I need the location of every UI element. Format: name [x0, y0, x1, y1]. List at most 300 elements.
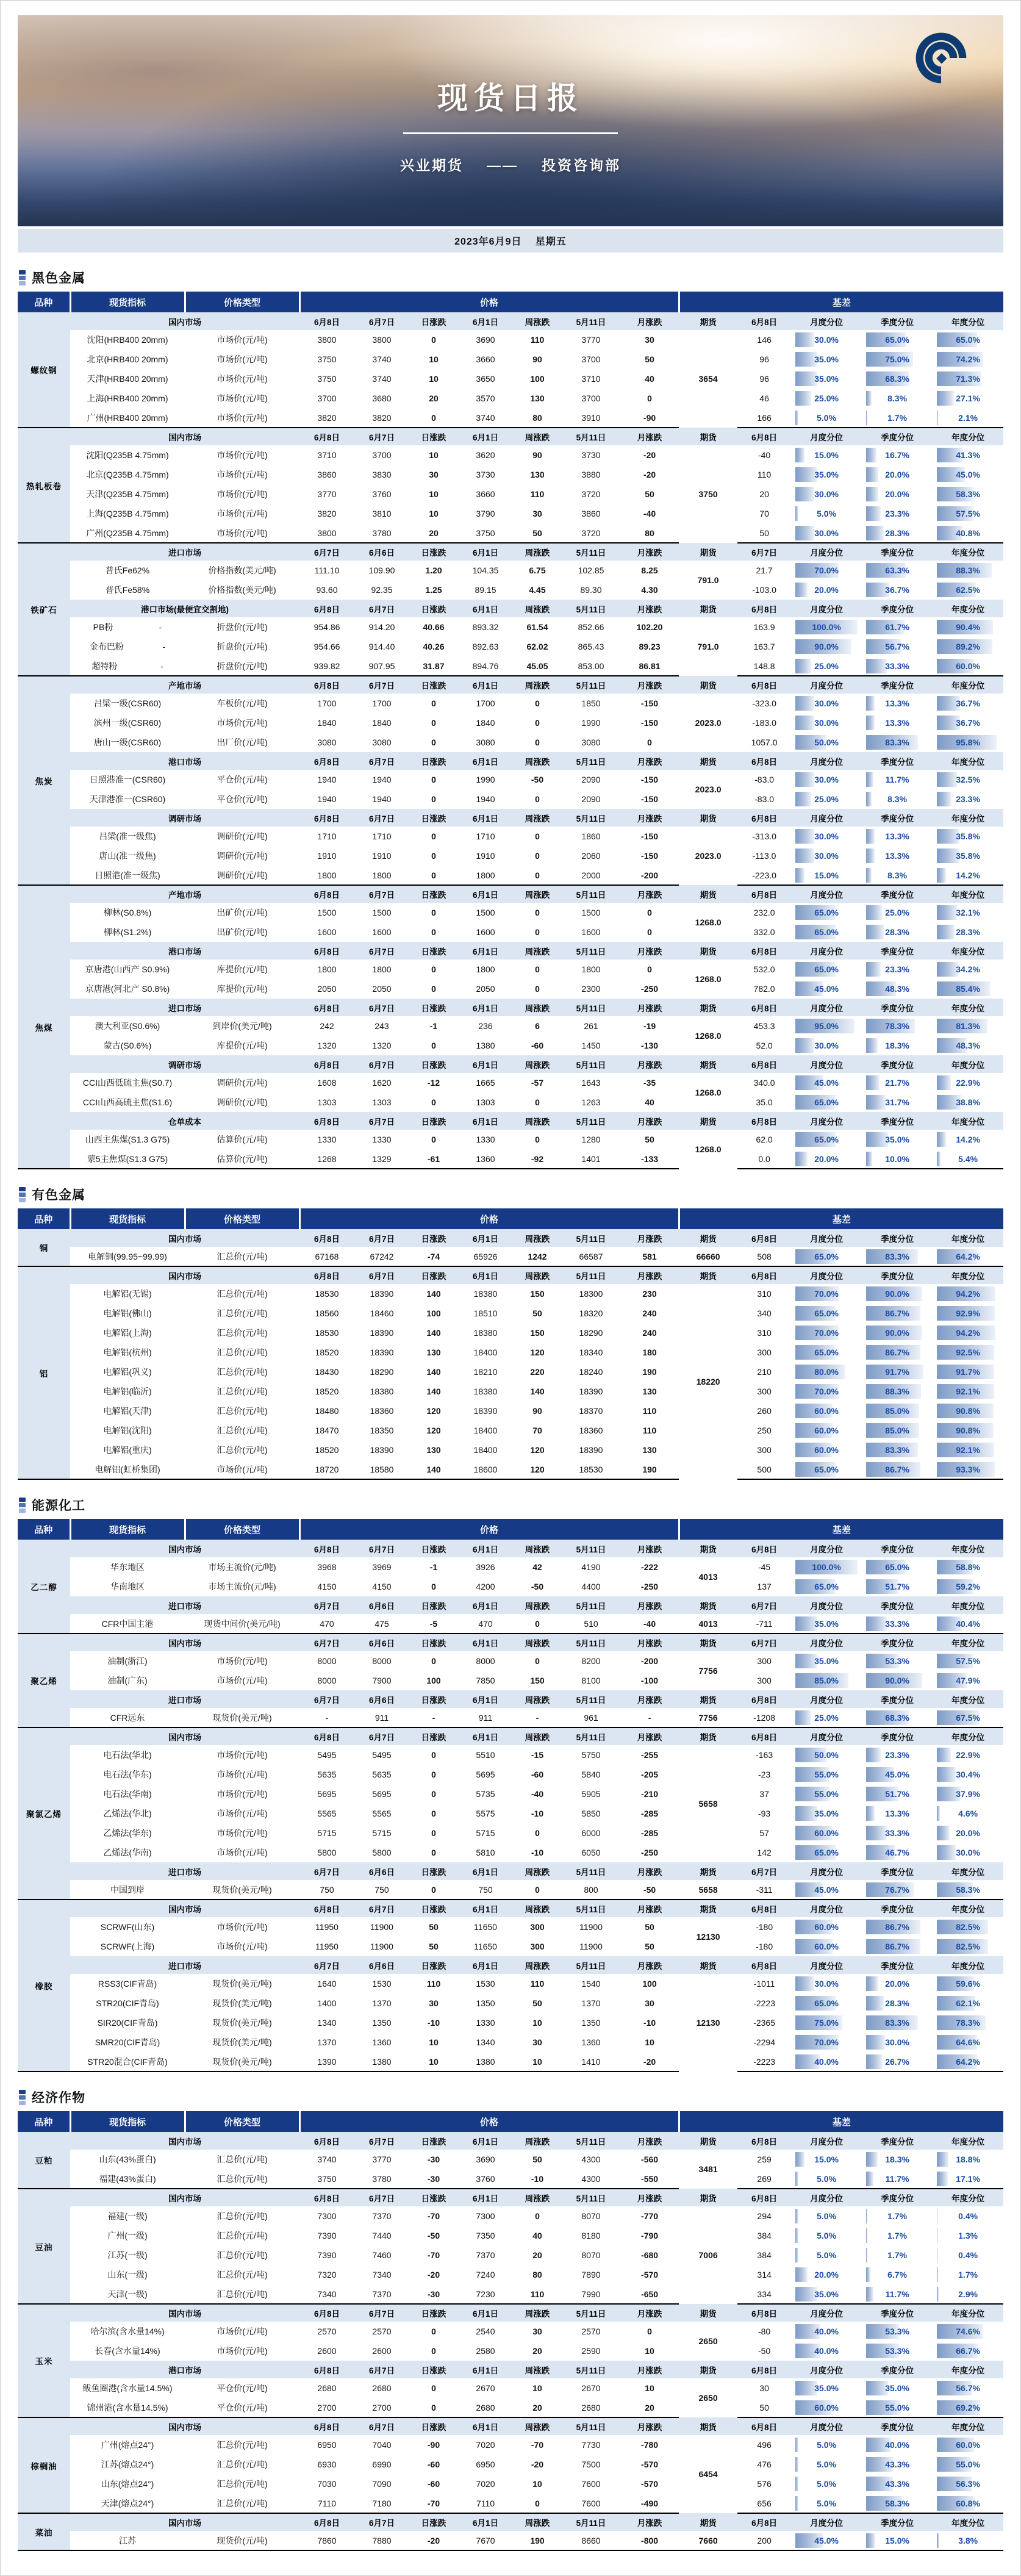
price-cell: 1329: [354, 1149, 409, 1169]
percentile-cell: [862, 1745, 933, 1765]
variety-cell: 聚乙烯: [18, 1634, 70, 1727]
column-header: 现货指标: [70, 2111, 185, 2132]
percentile-value: 5.0%: [817, 412, 837, 423]
percentile-bar-wrap: [937, 2035, 999, 2050]
date-header: 期货: [679, 1266, 737, 1284]
price-cell: 4150: [354, 1577, 409, 1596]
percentile-bar-wrap: [795, 1767, 858, 1782]
price-cell: 6050: [562, 1843, 620, 1862]
column-header: 价格类型: [185, 292, 299, 312]
percentile-bar-wrap: [866, 735, 928, 750]
percentile-bar-wrap: [795, 2248, 858, 2262]
percentile-value: 30.0%: [814, 775, 839, 784]
price-type-cell: 价格指数(美元/吨): [185, 580, 299, 600]
percentile-bar-wrap: [937, 1365, 999, 1379]
change-cell: -285: [620, 1823, 679, 1843]
percentile-value: 70.0%: [814, 1387, 839, 1396]
date-header: 6月1日: [458, 1055, 513, 1073]
date-header: 5月11日: [562, 1540, 620, 1557]
date-header: 6月8日: [299, 2513, 354, 2531]
futures-cell: 1268.0: [679, 1130, 737, 1169]
percentile-value: 23.3%: [885, 1750, 909, 1760]
percentile-bar-wrap: [866, 1075, 928, 1090]
change-cell: -10: [513, 1843, 562, 1862]
price-cell: 6000: [562, 1823, 620, 1843]
date-header: 6月7日: [299, 1690, 354, 1708]
percentile-value: 94.2%: [956, 1328, 980, 1338]
percentile-value: 30.0%: [814, 698, 839, 708]
percentile-bar-wrap: [937, 1019, 999, 1033]
price-type-cell: 汇总价(元/吨): [185, 1401, 299, 1421]
percentile-cell: [933, 1614, 1003, 1634]
price-cell: 3800: [299, 523, 354, 543]
date-header: 月度分位: [791, 2513, 862, 2531]
price-cell: 18380: [458, 1284, 513, 1304]
futures-cell: 7006: [679, 2206, 737, 2304]
percentile-cell: [862, 1460, 933, 1479]
date-header: 6月7日: [354, 2132, 409, 2150]
percentile-bar-wrap: [866, 1616, 928, 1631]
percentile-cell: [791, 1284, 862, 1304]
futures-cell: 7756: [679, 1651, 737, 1690]
date-header: 年度分位: [933, 1229, 1003, 1247]
change-cell: 0: [513, 1823, 562, 1843]
percentile-value: 15.0%: [814, 450, 839, 460]
change-cell: 4.45: [513, 580, 562, 600]
price-cell: 1330: [458, 2013, 513, 2032]
price-cell: 1940: [299, 789, 354, 809]
date-header: 5月11日: [562, 2304, 620, 2322]
date-header: 6月8日: [299, 676, 354, 694]
percentile-cell: [791, 1401, 862, 1421]
change-cell: -30: [409, 2284, 458, 2304]
table-row: [18, 1401, 1003, 1421]
percentile-bar-wrap: [937, 506, 999, 521]
change-cell: -133: [620, 1149, 679, 1169]
price-type-cell: 库提价(元/吨): [185, 1036, 299, 1055]
price-cell: 7890: [562, 2265, 620, 2284]
percentile-bar-wrap: [795, 1152, 858, 1166]
percentile-cell: [933, 1993, 1003, 2013]
indicator-cell: 唐山一级(CSR60): [70, 733, 185, 752]
price-cell: 3750: [299, 2169, 354, 2189]
date-header: 6月7日: [354, 1266, 409, 1284]
percentile-value: 65.0%: [814, 1848, 839, 1857]
futures-cell: 12130: [679, 1917, 737, 1956]
basis-cell: -223.0: [737, 866, 791, 885]
percentile-cell: [933, 1130, 1003, 1149]
percentile-cell: [791, 523, 862, 543]
table-row: [18, 1382, 1003, 1401]
date-header: 日涨跌: [409, 1112, 458, 1130]
price-type-cell: 现货价(美元/吨): [185, 2013, 299, 2032]
date-header: 期货: [679, 809, 737, 827]
percentile-cell: [791, 617, 862, 637]
date-header: 期货: [679, 1956, 737, 1974]
change-cell: 230: [620, 1284, 679, 1304]
futures-cell: 1268.0: [679, 960, 737, 999]
percentile-bar-wrap: [795, 1845, 858, 1860]
price-cell: 1303: [354, 1092, 409, 1112]
market-subheader-row: [18, 2304, 1003, 2322]
variety-cell: 铜: [18, 1229, 70, 1266]
percentile-cell: [933, 1016, 1003, 1036]
date-header: 5月11日: [562, 2417, 620, 2435]
indicator-cell: 电石法(华北): [70, 1745, 185, 1765]
date-header: 周涨跌: [513, 1862, 562, 1880]
percentile-cell: [791, 1092, 862, 1112]
percentile-bar-wrap: [795, 467, 858, 482]
change-cell: -10: [513, 2169, 562, 2189]
percentile-bar-wrap: [937, 962, 999, 977]
date-header: 6月7日: [354, 2513, 409, 2531]
date-header: 6月8日: [737, 809, 791, 827]
date-header: 6月8日: [299, 999, 354, 1016]
table-row: [18, 1460, 1003, 1479]
table-row: [18, 580, 1003, 600]
change-cell: -60: [409, 2474, 458, 2494]
price-cell: 18320: [562, 1304, 620, 1323]
date-header: 日涨跌: [409, 1266, 458, 1284]
change-cell: -550: [620, 2169, 679, 2189]
change-cell: 0: [513, 1880, 562, 1900]
percentile-bar-wrap: [795, 696, 858, 711]
price-cell: 3690: [458, 330, 513, 350]
change-cell: 190: [620, 1460, 679, 1479]
price-cell: 3650: [458, 369, 513, 389]
basis-cell: 37: [737, 1784, 791, 1804]
percentile-value: 25.0%: [814, 661, 839, 671]
percentile-cell: [862, 2150, 933, 2169]
percentile-value: 58.8%: [956, 1562, 980, 1572]
price-cell: 11900: [354, 1917, 409, 1937]
basis-cell: 96: [737, 350, 791, 369]
table-row: [18, 2032, 1003, 2052]
indicator-cell: 中国到岸: [70, 1880, 185, 1900]
date-header: 周涨跌: [513, 2132, 562, 2150]
price-cell: 2700: [299, 2398, 354, 2417]
percentile-bar-wrap: [866, 1286, 928, 1301]
percentile-cell: [933, 1092, 1003, 1112]
price-cell: 89.30: [562, 580, 620, 600]
price-type-cell: 市场价(元/吨): [185, 1937, 299, 1956]
market-label: 调研市场: [70, 1055, 299, 1073]
change-cell: -200: [620, 866, 679, 885]
percentile-value: 83.3%: [885, 737, 909, 747]
percentile-cell: [933, 922, 1003, 942]
variety-cell: 乙二醇: [18, 1540, 70, 1634]
market-subheader-row: [18, 2361, 1003, 2378]
section-list-icon: [19, 270, 26, 285]
change-cell: 130: [620, 1382, 679, 1401]
percentile-bar-wrap: [866, 962, 928, 977]
percentile-cell: [933, 846, 1003, 866]
indicator-cell: 电解铝(重庆): [70, 1440, 185, 1460]
percentile-bar-wrap: [795, 792, 858, 806]
date-header: 年度分位: [933, 2132, 1003, 2150]
change-cell: 240: [620, 1304, 679, 1323]
date-header: 6月7日: [737, 1634, 791, 1651]
percentile-bar-wrap: [795, 1579, 858, 1594]
change-cell: 8.25: [620, 561, 679, 580]
date-header: 6月7日: [354, 885, 409, 903]
variety-cell: 豆粕: [18, 2132, 70, 2189]
price-cell: 3810: [354, 504, 409, 523]
percentile-cell: [933, 694, 1003, 713]
percentile-bar-wrap: [795, 620, 858, 634]
market-label: 国内市场: [70, 312, 299, 330]
price-table: [18, 1519, 1003, 2072]
price-cell: 3820: [354, 408, 409, 428]
basis-cell: 62.0: [737, 1130, 791, 1149]
percentile-bar-wrap: [937, 2228, 999, 2243]
futures-cell: 2023.0: [679, 770, 737, 809]
percentile-bar-wrap: [866, 659, 928, 673]
percentile-value: 89.2%: [956, 642, 980, 651]
percentile-cell: [862, 1557, 933, 1577]
date-header: 期货: [679, 2189, 737, 2206]
price-cell: 911: [354, 1708, 409, 1727]
price-cell: 1640: [299, 1974, 354, 1993]
date-header: 期货: [679, 2513, 737, 2531]
price-cell: 18430: [299, 1362, 354, 1382]
price-cell: 4300: [562, 2150, 620, 2169]
indicator-cell: 哈尔滨(含水量14%): [70, 2322, 185, 2341]
basis-cell: 300: [737, 1671, 791, 1690]
table-row: [18, 637, 1003, 656]
basis-cell: 166: [737, 408, 791, 428]
indicator-cell: 山东(43%蛋白): [70, 2150, 185, 2169]
change-cell: 120: [513, 1460, 562, 1479]
date-header: 周涨跌: [513, 999, 562, 1016]
basis-cell: 35.0: [737, 1092, 791, 1112]
change-cell: 10: [620, 2032, 679, 2052]
variety-cell: 聚氯乙烯: [18, 1727, 70, 1900]
change-cell: 0: [409, 1765, 458, 1784]
date-header: 期货: [679, 1727, 737, 1745]
percentile-bar-wrap: [866, 467, 928, 482]
percentile-value: 35.0%: [814, 2289, 839, 2299]
percentile-value: 30.0%: [814, 718, 839, 728]
percentile-bar-wrap: [795, 1132, 858, 1147]
change-cell: 40.66: [409, 617, 458, 637]
table-row: [18, 1016, 1003, 1036]
percentile-value: 60.0%: [814, 1445, 839, 1455]
price-cell: 3860: [299, 465, 354, 484]
date-header: 季度分位: [862, 809, 933, 827]
table-row: [18, 617, 1003, 637]
basis-cell: 340: [737, 1304, 791, 1323]
indicator-cell: 澳大利亚(S0.6%): [70, 1016, 185, 1036]
price-cell: 5565: [299, 1804, 354, 1823]
indicator-cell: 电解铝(佛山): [70, 1304, 185, 1323]
percentile-cell: [791, 770, 862, 789]
column-header: 价格: [299, 1208, 679, 1229]
date-header: 周涨跌: [513, 1727, 562, 1745]
date-header: 6月8日: [299, 809, 354, 827]
percentile-value: 90.4%: [956, 622, 980, 632]
price-cell: 1360: [354, 2032, 409, 2052]
date-header: 周涨跌: [513, 676, 562, 694]
percentile-cell: [933, 1557, 1003, 1577]
price-cell: 5695: [299, 1784, 354, 1804]
percentile-cell: [862, 1401, 933, 1421]
price-cell: 1940: [299, 770, 354, 789]
percentile-bar-wrap: [866, 2152, 928, 2167]
percentile-cell: [862, 1823, 933, 1843]
price-cell: 1263: [562, 1092, 620, 1112]
indicator-text: PB粉: [93, 622, 113, 632]
percentile-cell: [791, 2245, 862, 2265]
percentile-value: 100.0%: [812, 1562, 841, 1572]
percentile-cell: [933, 330, 1003, 350]
price-cell: 5695: [354, 1784, 409, 1804]
date-header: 5月11日: [562, 1055, 620, 1073]
indicator-cell: 油制(广东): [70, 1671, 185, 1690]
date-header: 6月8日: [299, 2361, 354, 2378]
price-cell: 7020: [458, 2474, 513, 2494]
percentile-cell: [862, 2032, 933, 2052]
price-cell: 3770: [354, 2150, 409, 2169]
date-header: 月度分位: [791, 1862, 862, 1880]
percentile-cell: [862, 561, 933, 580]
date-header: 6月1日: [458, 1862, 513, 1880]
basis-cell: -1011: [737, 1974, 791, 1993]
price-cell: 1320: [299, 1036, 354, 1055]
table-row: [18, 960, 1003, 979]
price-cell: 1540: [562, 1974, 620, 1993]
date-header: 月涨跌: [620, 428, 679, 445]
price-cell: 18390: [354, 1284, 409, 1304]
indicator-cell: 吕梁一级(CSR60): [70, 694, 185, 713]
change-cell: 140: [409, 1382, 458, 1401]
percentile-bar-wrap: [937, 849, 999, 863]
basis-cell: 70: [737, 504, 791, 523]
price-cell: 1800: [458, 866, 513, 885]
market-label: 港口市场: [70, 752, 299, 770]
basis-cell: -2294: [737, 2032, 791, 2052]
percentile-bar-wrap: [866, 829, 928, 844]
change-cell: 20: [513, 2398, 562, 2417]
percentile-bar-wrap: [937, 1579, 999, 1594]
percentile-value: 45.0%: [885, 1770, 909, 1779]
percentile-cell: [862, 1421, 933, 1440]
percentile-value: 90.8%: [956, 1406, 980, 1416]
percentile-value: 53.3%: [885, 1656, 909, 1666]
percentile-value: 25.0%: [885, 908, 909, 917]
percentile-value: 35.0%: [814, 1809, 839, 1818]
date-header: 6月1日: [458, 1956, 513, 1974]
price-cell: 2000: [562, 866, 620, 885]
table-row: [18, 350, 1003, 369]
percentile-value: 17.1%: [956, 2173, 980, 2184]
percentile-bar-wrap: [866, 1787, 928, 1801]
price-cell: 7110: [458, 2494, 513, 2513]
price-cell: 1280: [562, 1130, 620, 1149]
change-cell: 0: [409, 1130, 458, 1149]
price-type-cell: 汇总价(元/吨): [185, 2435, 299, 2455]
date-header: 周涨跌: [513, 2189, 562, 2206]
percentile-cell: [862, 1804, 933, 1823]
price-cell: 8200: [562, 1651, 620, 1671]
date-header: 月涨跌: [620, 1112, 679, 1130]
price-cell: 1600: [458, 922, 513, 942]
date-header: 季度分位: [862, 1690, 933, 1708]
percentile-value: 60.0%: [814, 1406, 839, 1416]
price-cell: 111.10: [299, 561, 354, 580]
price-cell: 6990: [354, 2455, 409, 2474]
change-cell: 140: [409, 1284, 458, 1304]
percentile-cell: [933, 2169, 1003, 2189]
percentile-cell: [791, 1708, 862, 1727]
percentile-bar-wrap: [866, 2015, 928, 2030]
percentile-value: 28.3%: [885, 1998, 909, 2008]
date-header: 周涨跌: [513, 600, 562, 617]
dash-mark: -: [159, 622, 162, 632]
date-header: 6月8日: [737, 1690, 791, 1708]
percentile-bar-wrap: [795, 1404, 858, 1418]
percentile-bar-wrap: [937, 1443, 999, 1457]
percentile-bar-wrap: [795, 2228, 858, 2243]
percentile-value: 37.9%: [956, 1789, 980, 1799]
date-header: 日涨跌: [409, 885, 458, 903]
percentile-bar-wrap: [795, 1075, 858, 1090]
percentile-bar-wrap: [866, 716, 928, 730]
table-row: [18, 1073, 1003, 1092]
percentile-value: 20.0%: [814, 585, 839, 595]
percentile-value: 28.3%: [956, 927, 980, 937]
percentile-value: 60.0%: [814, 1922, 839, 1932]
percentile-value: 56.7%: [956, 2383, 980, 2393]
percentile-cell: [791, 1843, 862, 1862]
percentile-cell: [791, 369, 862, 389]
percentile-value: 30.4%: [956, 1770, 980, 1779]
market-label: 进口市场: [70, 1690, 299, 1708]
percentile-cell: [862, 1247, 933, 1266]
date-header: 5月11日: [562, 1112, 620, 1130]
price-cell: 1330: [458, 1130, 513, 1149]
change-cell: 0: [513, 2206, 562, 2226]
percentile-cell: [791, 2052, 862, 2072]
percentile-cell: [862, 2455, 933, 2474]
date-header: 6月1日: [458, 1634, 513, 1651]
percentile-cell: [791, 580, 862, 600]
percentile-value: 25.0%: [814, 1712, 839, 1723]
percentile-bar-wrap: [937, 2054, 999, 2069]
percentile-value: 35.0%: [814, 1618, 839, 1629]
change-cell: 0: [409, 2398, 458, 2417]
percentile-cell: [862, 445, 933, 465]
date-header: 年度分位: [933, 1055, 1003, 1073]
percentile-value: 100.0%: [812, 622, 841, 632]
date-header: 月度分位: [791, 1112, 862, 1130]
percentile-bar-wrap: [866, 2287, 928, 2302]
date-header: 5月11日: [562, 312, 620, 330]
percentile-cell: [862, 2341, 933, 2361]
change-cell: -70: [409, 2494, 458, 2513]
date-header: 月度分位: [791, 752, 862, 770]
percentile-value: 40.0%: [814, 2056, 839, 2067]
price-cell: 18390: [562, 1440, 620, 1460]
indicator-with-dash: [70, 660, 185, 672]
price-cell: 3080: [354, 733, 409, 752]
change-cell: 150: [513, 1323, 562, 1343]
indicator-cell: 电解铝(杭州): [70, 1343, 185, 1362]
price-cell: 914.20: [354, 617, 409, 637]
percentile-value: 95.0%: [814, 1021, 839, 1031]
price-cell: 18240: [562, 1362, 620, 1382]
market-label: 产地市场: [70, 885, 299, 903]
